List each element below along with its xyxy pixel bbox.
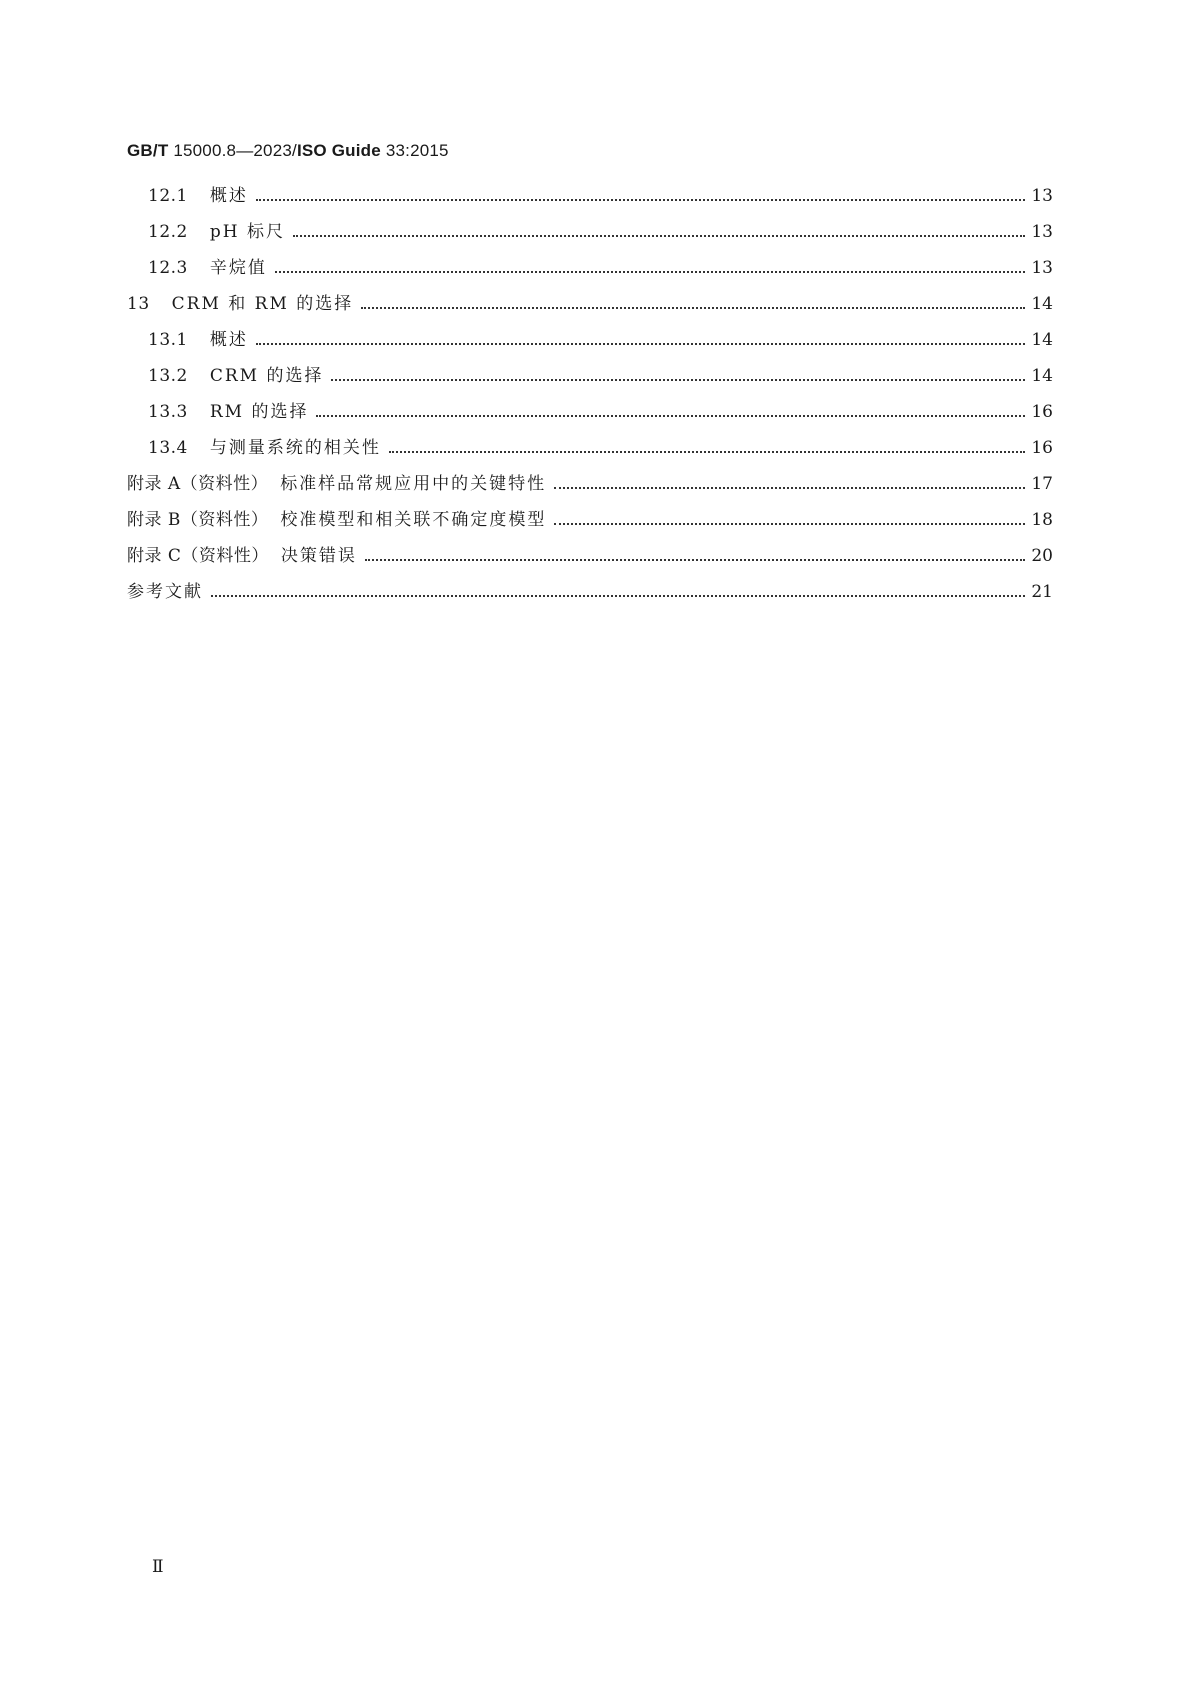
toc-entry-page: 14 [1031,366,1053,386]
dot-leader [256,183,1025,209]
toc-entry-number: 附录 B（资料性） [127,510,269,530]
toc-entry-number: 13 [127,294,150,314]
toc-entry-page: 21 [1031,582,1053,602]
toc-entry-title: 决策错误 [280,546,357,566]
toc-entry-title: 参考文献 [127,582,203,602]
toc-entry-title: 辛烷值 [209,258,267,278]
toc-entry-title: 概述 [209,186,248,206]
dot-leader [361,291,1025,317]
toc-entry-number: 12.2 [148,222,188,242]
toc-entry-number: 12.1 [148,186,188,206]
toc-entry-number: 13.1 [148,330,188,350]
toc-entry-page: 14 [1031,330,1053,350]
toc-entry-appendix-a[interactable] [127,471,1053,497]
toc-entry-13-4[interactable] [148,435,1053,461]
toc-entry-page: 16 [1031,438,1053,458]
toc-entry-appendix-b[interactable] [127,507,1053,533]
dot-leader [554,471,1025,497]
toc-entry-13-1[interactable] [148,327,1053,353]
toc-entry-number: 13.2 [148,366,188,386]
dot-leader [256,327,1025,353]
toc-entry-page: 17 [1031,474,1053,494]
toc-entry-title: CRM 和 RM 的选择 [171,294,354,314]
toc-entry-page: 13 [1031,258,1053,278]
toc-entry-13-3[interactable] [148,399,1053,425]
dot-leader [211,579,1025,605]
toc-entry-page: 20 [1031,546,1053,566]
toc-entry-title: CRM 的选择 [209,366,324,386]
toc-entry-title: RM 的选择 [209,402,309,422]
toc-entry-number: 附录 A（资料性） [127,474,269,494]
toc-entry-number: 13.3 [148,402,188,422]
toc-entry-appendix-c[interactable] [127,543,1053,569]
toc-entry-references[interactable] [127,579,1053,605]
dot-leader [389,435,1025,461]
toc-entry-title: 校准模型和相关联不确定度模型 [280,510,547,530]
dot-leader [365,543,1025,569]
toc-entry-title: 与测量系统的相关性 [209,438,381,458]
toc-entry-12-2[interactable] [148,219,1053,245]
standard-code: GB/T [127,141,169,160]
iso-guide-number: 33:2015 [380,141,449,160]
iso-guide-label: ISO Guide [296,141,381,160]
dot-leader [331,363,1025,389]
toc-entry-page: 13 [1031,222,1053,242]
dot-leader [275,255,1025,281]
toc-entry-title: pH 标尺 [209,222,285,242]
toc-entry-number: 13.4 [148,438,188,458]
toc-entry-page: 13 [1031,186,1053,206]
toc-entry-page: 16 [1031,402,1053,422]
toc-entry-number: 附录 C（资料性） [127,546,269,566]
toc-entry-13[interactable] [127,291,1053,317]
page-number: Ⅱ [152,1557,164,1577]
toc-entry-page: 14 [1031,294,1053,314]
toc-entry-title: 标准样品常规应用中的关键特性 [280,474,547,494]
dot-leader [293,219,1025,245]
toc-entry-12-1[interactable] [148,183,1053,209]
toc-entry-13-2[interactable] [148,363,1053,389]
dot-leader [554,507,1025,533]
toc-entry-title: 概述 [209,330,248,350]
dot-leader [316,399,1025,425]
toc-entry-number: 12.3 [148,258,188,278]
toc-entry-12-3[interactable] [148,255,1053,281]
toc-entry-page: 18 [1031,510,1053,530]
standard-number: 15000.8—2023/ [168,141,297,160]
